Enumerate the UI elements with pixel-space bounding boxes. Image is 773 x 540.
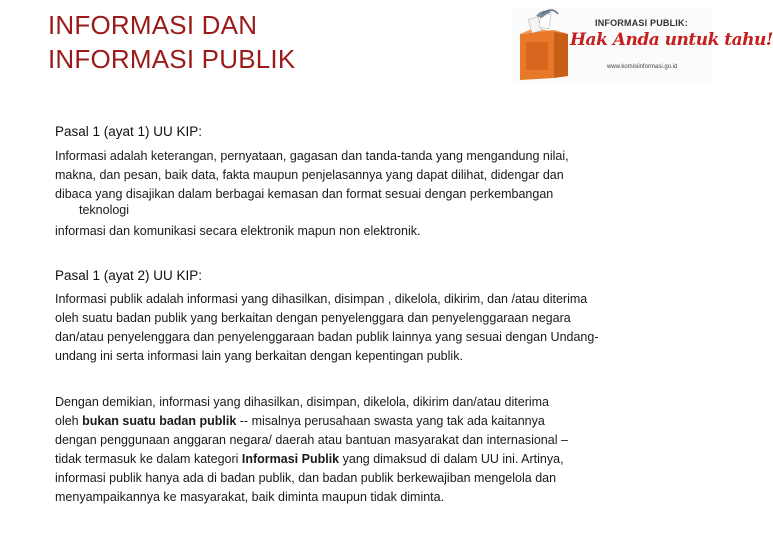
section-3-text: oleh [55,414,83,428]
section-3-text: yang dimaksud di dalam UU ini. Artinya, [339,452,564,466]
section-1-line: Informasi adalah keterangan, pernyataan, gagasan dan tanda-tanda yang mengandung nilai, [55,149,569,163]
section-1-line: informasi dan komunikasi secara elektronik mapun non elektronik. [55,224,421,238]
section-2-line: undang ini serta informasi lain yang berkaitan dengan kepentingan publik. [55,349,463,363]
section-3-line: informasi publik hanya ada di badan publik, dan badan publik berkewajiban mengelola dan [55,471,557,485]
section-3-line: dengan penggunaan anggaran negara/ daerah atau bantuan masyarakat dan internasional – [55,433,568,447]
logo-slogan: Hak Anda untuk tahu! [570,30,773,50]
page-title [48,8,468,76]
logo-title: INFORMASI PUBLIK: [595,18,688,28]
section-3-line [55,450,568,469]
section-2-body [55,290,599,366]
section-2-heading: Pasal 1 (ayat 2) UU KIP: [55,268,203,283]
section-3-line: Dengan demikian, informasi yang dihasilkan, disimpan, dikelola, dikirim dan/atau diterima [55,395,550,409]
section-3-body [55,393,568,507]
section-3-text: -- misalnya perusahaan swasta yang tak ada kaitannya [236,414,545,428]
section-2-line: Informasi publik adalah informasi yang dihasilkan, disimpan , dikelola, dikirim, dan /atau diterima [55,292,588,306]
section-2-line: oleh suatu badan publik yang berkaitan dengan penyelenggara dan penyelenggaraan negara [55,311,571,325]
section-3-line: menyampaikannya ke masyarakat, baik diminta maupun tidak diminta. [55,490,445,504]
section-2-line: dan/atau penyelenggara dan penyelenggaraan badan publik lainnya yang sesuai dengan Undang- [55,330,599,344]
section-1-line: makna, dan pesan, baik data, fakta maupun penjelasannya yang dapat dilihat, didengar dan [55,168,564,182]
section-3-line [55,412,568,431]
section-1-line: dibaca yang disajikan dalam berbagai kemasan dan format sesuai dengan perkembangan [55,187,554,201]
informasi-publik-logo [512,8,773,82]
section-3-text: tidak termasuk ke dalam kategori [55,452,242,466]
page-title-line-1: INFORMASI DAN [48,10,258,40]
page-title-line-2: INFORMASI PUBLIK [48,44,296,74]
section-1-line: teknologi [79,203,130,217]
logo-url: www.komisiinformasi.go.id [607,64,678,70]
section-3-bold-text: Informasi Publik [241,452,340,466]
section-3-bold-text: bukan suatu badan publik [82,414,237,428]
section-1-body [55,147,569,241]
section-1-heading: Pasal 1 (ayat 1) UU KIP: [55,124,203,139]
